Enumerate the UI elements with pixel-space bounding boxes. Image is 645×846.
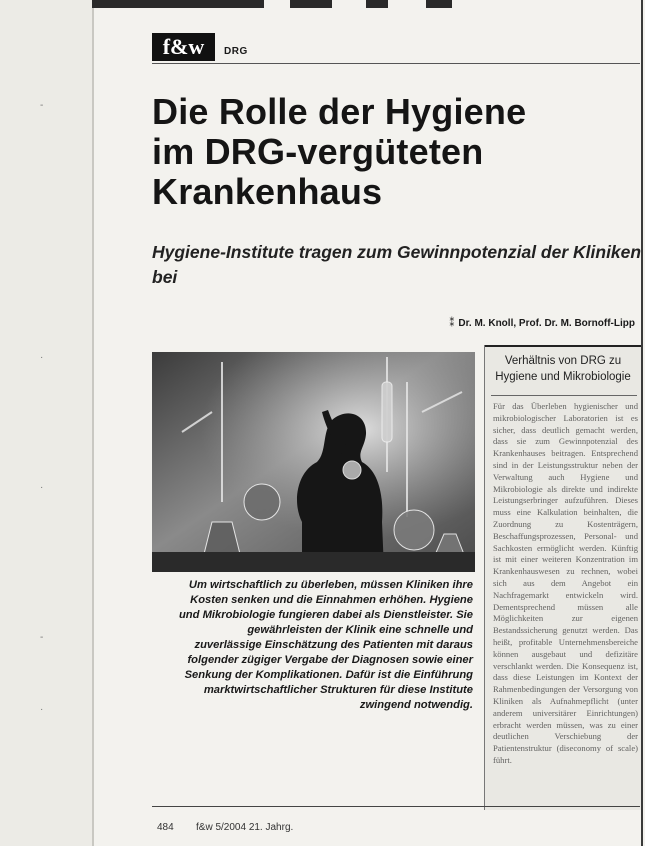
margin-mark: · [40,704,44,715]
top-scan-band [92,0,645,8]
header-rule [152,63,640,64]
sidebar-title-rule [491,395,637,396]
sidebar-title: Verhältnis von DRG zu Hygiene und Mikrobiologie [495,355,631,383]
sidebar-body: Für das Überleben hygienischer und mikrobiologischer Laboratorien ist es sicher, dass deutlich gemacht werden, dass sie zum Gewinnpotenzial des Krankenhauses beitragen. Entsprechend sind in der Leistungsstruktur neben der Verwaltung auch Hygiene und Mikrobiologie als direkte und indirekte Leistungserbringer aufzuführen. Dieses muss eine Kalkulation beinhalten, die Zuordnung zu Kostenträgern, Beschaffungsprozessen, Personal- und Sachkosten ermöglicht werden. Künftig ist mit einer weiteren Konzentration im Krankenhauswesen zu rechnen, wobei sich aus dem Angebot ein Nachfragemarkt entwickeln wird. Dementsprechend müssen alle Möglichkeiten zur eigenen Bestandssicherung genutzt werden. Das heißt, profitable Unternehmensbereiche können ausgebaut und defizitäre verschlankt werden. Die Konsequenz ist, dass diese Leistungen im Kontext der Rahmenbedingungen der Versorgung von Kliniken als Aufnahmepflicht (unter anderem universitärer Einrichtungen) erbracht werden müssen, was zu einer deutlichen Verschiebung der Patientenstruktur (diseconomy of scale) führt. [493,401,638,765]
sidebar-box [484,345,641,810]
journal-logo: f&w [152,33,215,61]
page-number: 484 [157,822,174,833]
laboratory-photo-icon [152,352,475,572]
journal-citation: f&w 5/2004 21. Jahrg. [196,822,294,833]
article-authors [449,318,635,329]
margin-mark: · [40,352,44,363]
article-subtitle: Hygiene-Institute tragen zum Gewinnpotenzial der Kliniken bei [152,242,642,287]
margin-mark: - [40,100,44,111]
sidebar-top-rule [485,345,641,347]
page-left-margin [0,0,92,846]
article-title: Die Rolle der Hygiene im DRG-vergüteten Krankenhaus [152,91,527,212]
page-fold-shadow [92,0,94,846]
margin-mark: - [40,632,44,643]
section-label: DRG [224,46,248,57]
right-scan-edge [641,0,643,846]
footer-rule [152,806,640,807]
laboratory-photo [152,352,475,572]
photo-caption: Um wirtschaftlich zu überleben, müssen Kliniken ihre Kosten senken und die Einnahmen erhöhen. Hygiene und Mikrobiologie fungieren dabei als Dienstleister. Sie gewährleisten der Klinik eine schnelle und zuverlässige Einschätzung des Patienten mit daraus folgender zügiger Vergabe der Diagnosen sowie einer Senkung der Komplikationen. Dafür ist die Einführung marktwirtschaftlicher Strukturen für diese Institute zwingend notwendig. [178,579,473,711]
authors-text: Dr. M. Knoll, Prof. Dr. M. Bornoff-Lipp [458,318,635,329]
author-mark-icon: ⁑ [449,318,455,329]
margin-mark: · [40,482,44,493]
